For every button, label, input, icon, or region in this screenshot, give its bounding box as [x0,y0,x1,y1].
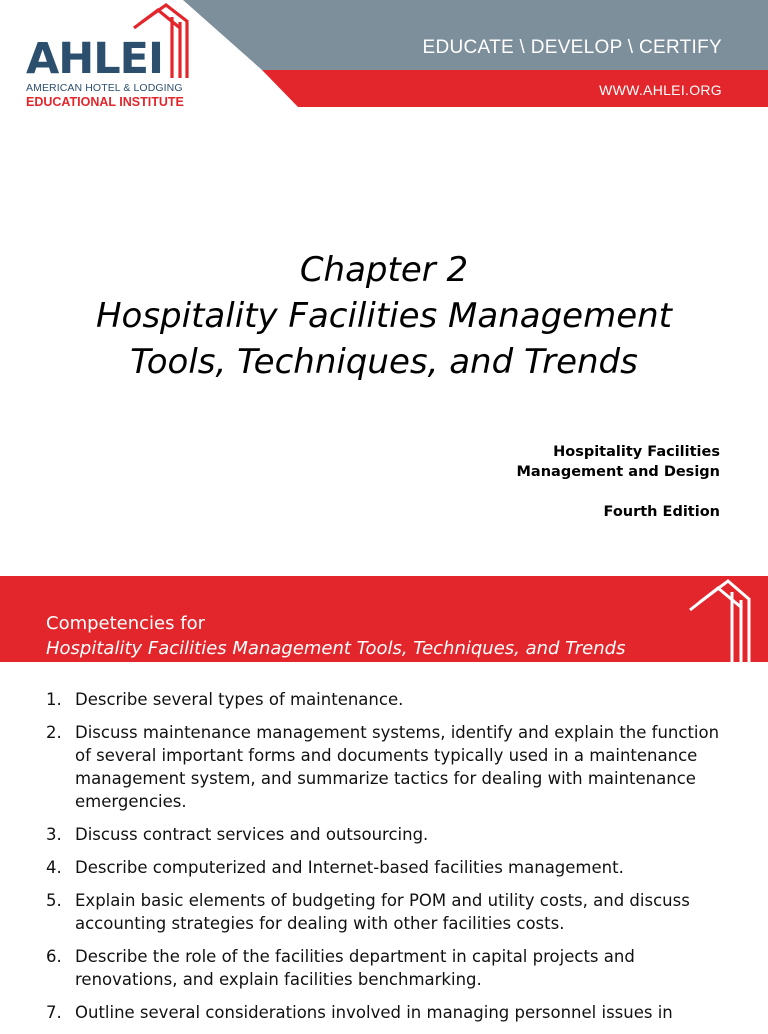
list-item-number: 2. [46,723,62,742]
list-item-text: Describe several types of maintenance. [75,690,404,709]
book-title-line2: Management and Design [516,464,720,480]
banner-building-icon [688,578,754,662]
logo-line1: AMERICAN HOTEL & LODGING [26,82,183,94]
logo-line2: EDUCATIONAL INSTITUTE [26,95,184,109]
list-item [0,721,768,813]
competencies-subheading: Hospitality Facilities Management Tools, Techniques, and Trends [46,638,626,659]
list-item-number: 5. [46,891,62,910]
list-item-text: Describe computerized and Internet-based facilities management. [75,858,624,877]
book-info [517,442,721,522]
list-item-text: Explain basic elements of budgeting for POM and utility costs, and discuss accounting strategies for dealing with other facilities costs. [75,891,690,933]
list-item-number: 3. [46,825,62,844]
logo [26,36,184,109]
list-item-number: 4. [46,858,62,877]
list-item [0,688,768,711]
list-item-text: Discuss maintenance management systems, identify and explain the function of several important forms and documents typically used in a maintenance management system, and summarize tactics for dealing with maintenance emergencies. [75,723,720,811]
list-item-number: 6. [46,947,62,966]
book-title-line1: Hospitality Facilities [553,444,720,460]
book-edition: Fourth Edition [603,504,720,520]
tagline: EDUCATE \ DEVELOP \ CERTIFY [422,37,722,58]
competencies-banner [0,576,768,662]
list-item-text: Outline several considerations involved in managing personnel issues in [75,1003,673,1022]
chapter-title [0,247,768,385]
list-item [0,856,768,879]
list-item-text: Describe the role of the facilities department in capital projects and renovations, and explain facilities benchmarking. [75,947,635,989]
header [0,0,768,112]
title-line1: Chapter 2 [299,250,469,290]
title-line3: Tools, Techniques, and Trends [130,342,638,382]
list-item [0,945,768,991]
list-item-number: 7. [46,1003,62,1022]
list-item [0,889,768,935]
list-item-text: Discuss contract services and outsourcing. [75,825,429,844]
website-link[interactable]: WWW.AHLEI.ORG [599,82,722,98]
list-item-number: 1. [46,690,62,709]
logo-name: AHLEI [26,34,164,84]
competencies-list [0,688,768,1034]
list-item [0,1001,768,1024]
list-item [0,823,768,846]
title-line2: Hospitality Facilities Management [95,296,673,336]
competencies-heading: Competencies for [46,613,205,634]
